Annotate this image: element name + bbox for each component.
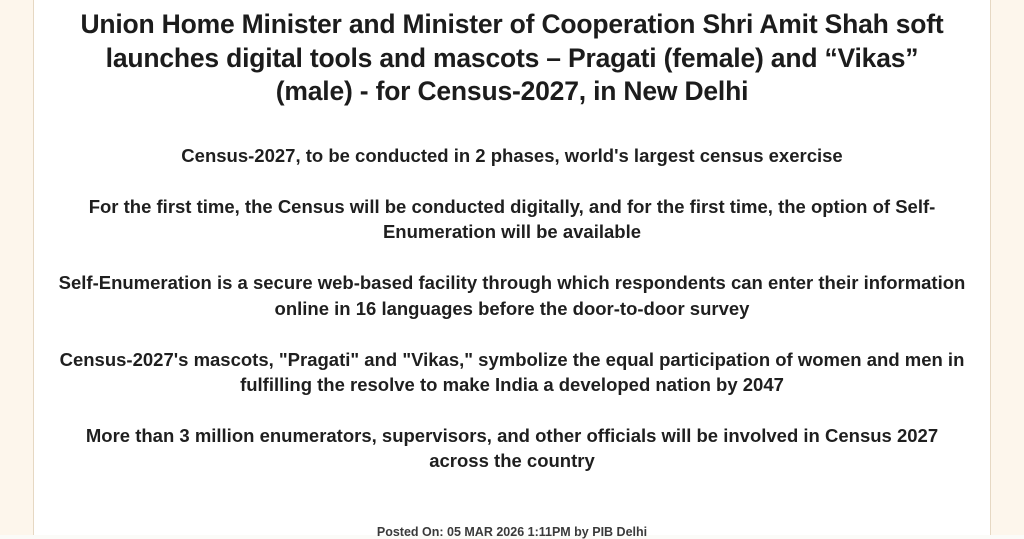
- subhead-item: For the first time, the Census will be conducted digitally, and for the first time, the option of Self-Enumeration will be available: [88, 196, 936, 243]
- right-margin-rule: [990, 0, 991, 535]
- subhead-item: Census-2027, to be conducted in 2 phases, world's largest census exercise: [181, 144, 843, 166]
- subhead-item: Census-2027's mascots, "Pragati" and "Vikas," symbolize the equal participation of women and men in fulfilling the resolve to make India a developed nation by 2047: [59, 348, 965, 395]
- left-margin-band: [0, 0, 33, 535]
- right-margin-band: [991, 0, 1024, 535]
- document-content: [34, 0, 990, 539]
- subhead-list: [52, 143, 972, 473]
- subhead-item: More than 3 million enumerators, supervisors, and other officials will be involved in Census 2027 across the country: [85, 425, 939, 472]
- page-title: Union Home Minister and Minister of Cooperation Shri Amit Shah soft launches digital tools and mascots – Pragati (female) and “Vikas” (male) - for Census-2027, in New Delhi: [80, 9, 944, 107]
- subhead-item: Self-Enumeration is a secure web-based facility through which respondents can enter their information online in 16 languages before the door-to-door survey: [58, 272, 966, 319]
- posted-on-line: Posted On: 05 MAR 2026 1:11PM by PIB Delhi: [376, 525, 648, 539]
